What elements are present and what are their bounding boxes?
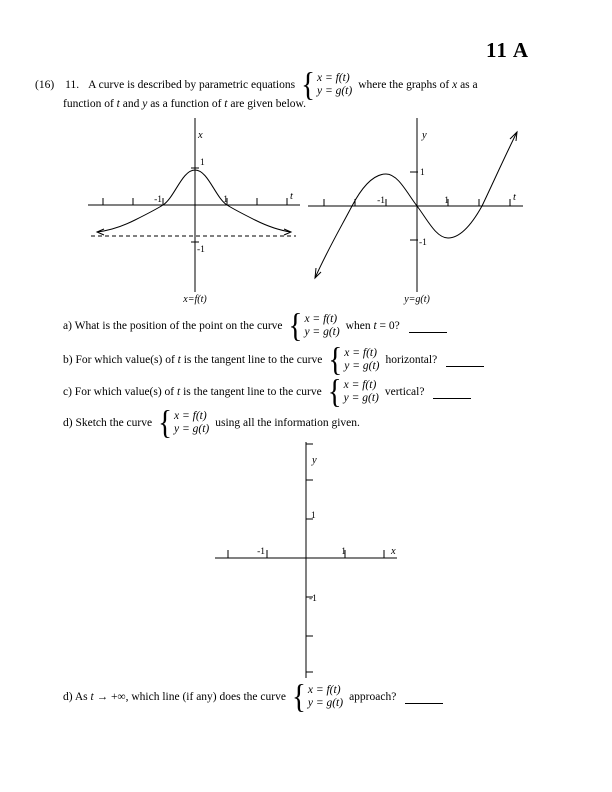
var-x: x (452, 79, 458, 91)
equation-y: y = g(t) (343, 392, 379, 404)
tick-label-neg1: -1 (197, 245, 205, 255)
question-text: c) For which value(s) of (63, 386, 178, 398)
tick-label-neg1: -1 (419, 238, 427, 248)
tick-label-1: 1 (420, 168, 425, 178)
text-seg: are given below. (227, 98, 306, 110)
var-t: t (224, 98, 228, 110)
answer-blank (405, 690, 443, 704)
question-text: using all the information given. (215, 417, 360, 429)
question-text: a) What is the position of the point on the curve (63, 320, 283, 332)
question-text: b) For which value(s) of (63, 354, 178, 366)
tick-label-neg1: -1 (154, 195, 162, 205)
question-text: vertical? (384, 386, 425, 398)
tick-label-neg1: -1 (257, 547, 265, 557)
text-seg: function of (63, 98, 117, 110)
text-seg: and (119, 98, 143, 110)
question-a (63, 308, 447, 344)
problem-text-cont: where the graphs of (358, 79, 453, 91)
axis-label-t: t (290, 191, 293, 202)
arrowhead-bottom-left (315, 268, 321, 278)
answer-blank (409, 319, 447, 333)
tick-label-neg1: -1 (309, 594, 317, 604)
parametric-system (291, 677, 344, 716)
equation-y: y = g(t) (174, 423, 210, 435)
arrowhead-right (284, 229, 291, 235)
tick-label-1: 1 (200, 158, 205, 168)
left-brace: { (328, 340, 343, 379)
left-brace: { (288, 306, 303, 345)
cubic-curve (315, 132, 517, 278)
var-t: t (116, 98, 120, 110)
parametric-system (327, 372, 379, 411)
problem-text-end: as a (457, 79, 478, 91)
equation-y: y = g(t) (316, 85, 353, 97)
graph-caption: y=g(t) (404, 294, 430, 305)
question-text: is the tangent line to the curve (180, 354, 323, 366)
left-brace: { (327, 372, 342, 411)
axis-label-y: y (422, 130, 427, 141)
left-brace: { (301, 65, 315, 104)
var-t: t (90, 691, 94, 703)
left-brace: { (291, 677, 306, 716)
equation-y: y = g(t) (344, 360, 380, 372)
axis-label-t: t (513, 192, 516, 203)
tick-label-1: 1 (444, 196, 449, 206)
question-text: d) As (63, 691, 91, 703)
question-text: approach? (349, 691, 397, 703)
graph-x-of-t (85, 118, 305, 310)
problem-statement-line2 (63, 97, 306, 111)
var-t: t (177, 386, 181, 398)
question-b (63, 342, 484, 378)
axis-label-x: x (391, 546, 396, 557)
tick-label-1: 1 (311, 511, 316, 521)
question-text: → +∞, which line (if any) does the curve (93, 691, 286, 703)
question-text: when (345, 320, 374, 332)
graph-caption: x=f(t) (183, 294, 207, 305)
problem-text: A curve is described by parametric equations (88, 79, 296, 91)
var-y: y (142, 98, 148, 110)
equation-x: x = f(t) (304, 312, 338, 325)
var-t: t (177, 354, 181, 366)
text-seg: as a function of (147, 98, 225, 110)
tick-label-neg1: -1 (377, 196, 385, 206)
sketch-axes (205, 438, 405, 686)
page-header: 11 A (486, 38, 530, 62)
parametric-system (328, 340, 380, 379)
equation-x: x = f(t) (307, 683, 341, 696)
question-text: = 0? (376, 320, 400, 332)
graph-y-of-t (305, 116, 545, 310)
parametric-system (288, 306, 340, 345)
equation-y: y = g(t) (307, 697, 344, 709)
question-text: d) Sketch the curve (63, 417, 153, 429)
question-d (63, 405, 360, 441)
axis-label-y: y (312, 455, 317, 466)
bell-curve (97, 170, 291, 232)
parametric-system (158, 403, 210, 442)
answer-blank (433, 385, 471, 399)
equation-x: x = f(t) (343, 378, 377, 391)
points-label: (16) (35, 79, 55, 91)
axis-label-x: x (198, 130, 203, 141)
equation-y: y = g(t) (304, 326, 340, 338)
equation-x: x = f(t) (344, 346, 377, 359)
equation-x: x = f(t) (316, 71, 350, 84)
tick-label-1: 1 (341, 547, 346, 557)
left-brace: { (158, 403, 173, 442)
equation-x: x = f(t) (174, 409, 207, 422)
var-t: t (373, 320, 377, 332)
question-text: horizontal? (385, 354, 438, 366)
parametric-system (301, 65, 353, 104)
problem-number: 11. (65, 79, 80, 91)
question-approach (63, 679, 443, 715)
question-text: is the tangent line to the curve (180, 386, 322, 398)
tick-label-1: 1 (223, 195, 228, 205)
answer-blank (446, 353, 484, 367)
